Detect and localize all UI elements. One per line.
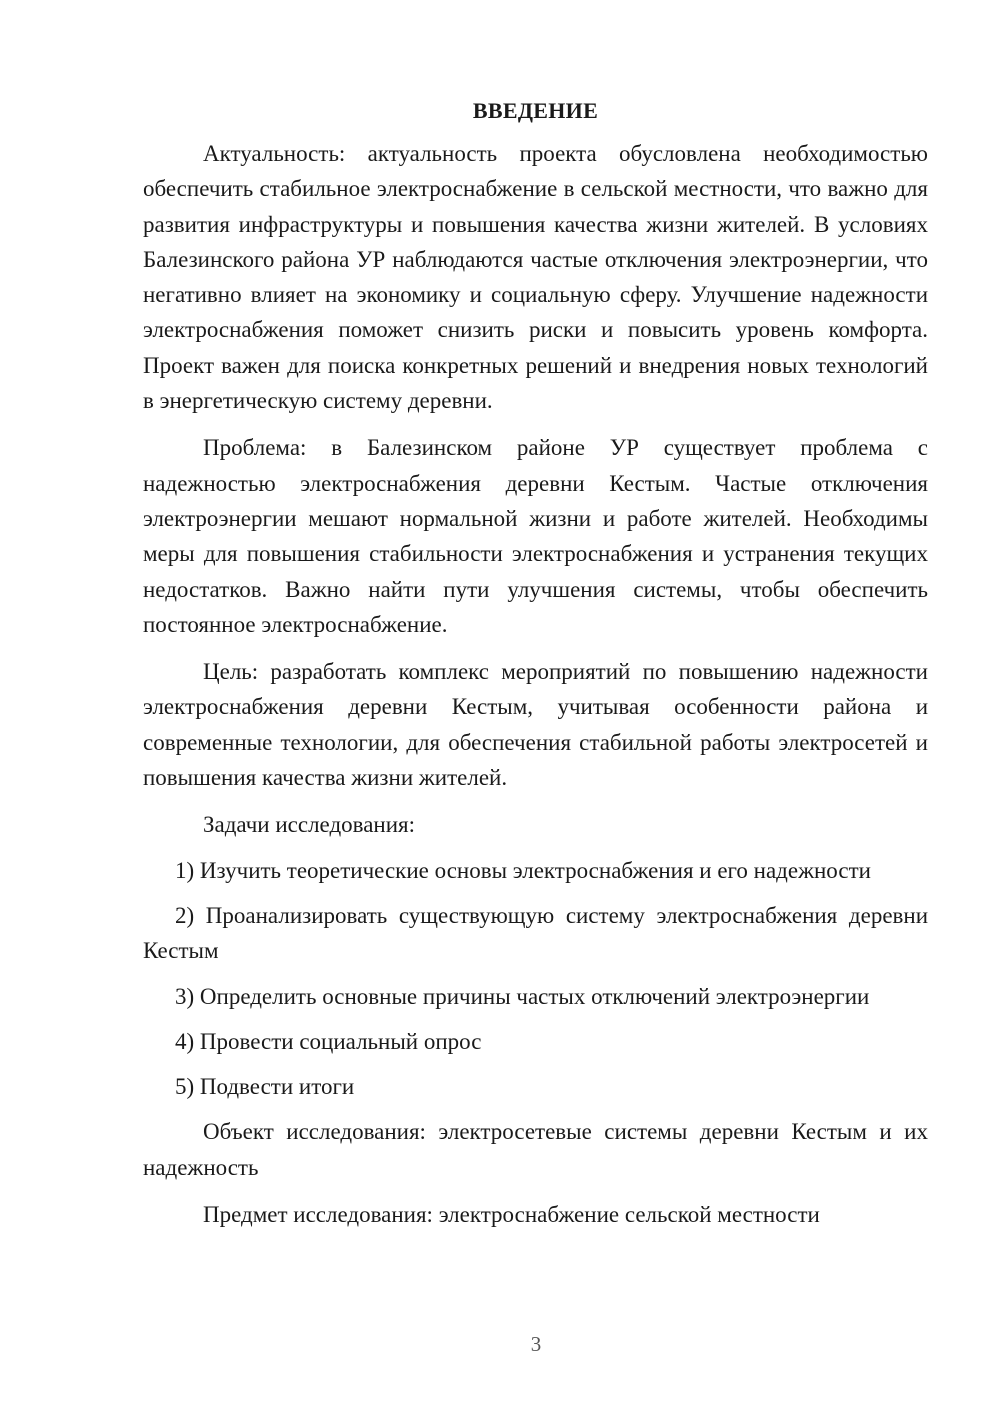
page-title: ВВЕДЕНИЕ bbox=[472, 98, 599, 123]
task-item: 4) Провести социальный опрос bbox=[175, 1028, 482, 1054]
tasks-heading: Задачи исследования: bbox=[203, 812, 416, 838]
page-content bbox=[143, 95, 928, 1244]
problem-paragraph: Проблема: в Балезинском районе УР существует проблема с надежностью электроснабжения деревни Кестым. Частые отключения электроэнергии мешают нормальной жизни и работе жителей. Необходимы меры для повышения стабильности электроснабжения и устранения текущих недостатков. Важно найти пути улучшения системы, чтобы обеспечить постоянное электроснабжение. bbox=[143, 435, 928, 637]
task-item: 5) Подвести итоги bbox=[175, 1074, 355, 1100]
task-item: 3) Определить основные причины частых отключений электроэнергии bbox=[175, 983, 870, 1009]
object-paragraph: Объект исследования: электросетевые системы деревни Кестым и их надежность bbox=[143, 1119, 928, 1180]
page-number: 3 bbox=[530, 1332, 542, 1356]
subject-paragraph: Предмет исследования: электроснабжение сельской местности bbox=[203, 1202, 820, 1228]
task-item: 2) Проанализировать существующую систему электроснабжения деревни Кестым bbox=[143, 902, 928, 964]
relevance-paragraph: Актуальность: актуальность проекта обусловлена необходимостью обеспечить стабильное электроснабжение в сельской местности, что важно для развития инфраструктуры и повышения качества жизни жителей. В условиях Балезинского района УР наблюдаются частые отключения электроэнергии, что негативно влияет на экономику и социальную сферу. Улучшение надежности электроснабжения поможет снизить риски и повысить уровень комфорта. Проект важен для поиска конкретных решений и внедрения новых технологий в энергетическую систему деревни. bbox=[143, 141, 928, 414]
task-item: 1) Изучить теоретические основы электроснабжения и его надежности bbox=[175, 857, 871, 883]
goal-paragraph: Цель: разработать комплекс мероприятий по повышению надежности электроснабжения деревни Кестым, учитывая особенности района и современные технологии, для обеспечения стабильной работы электросетей и повышения качества жизни жителей. bbox=[143, 659, 928, 791]
